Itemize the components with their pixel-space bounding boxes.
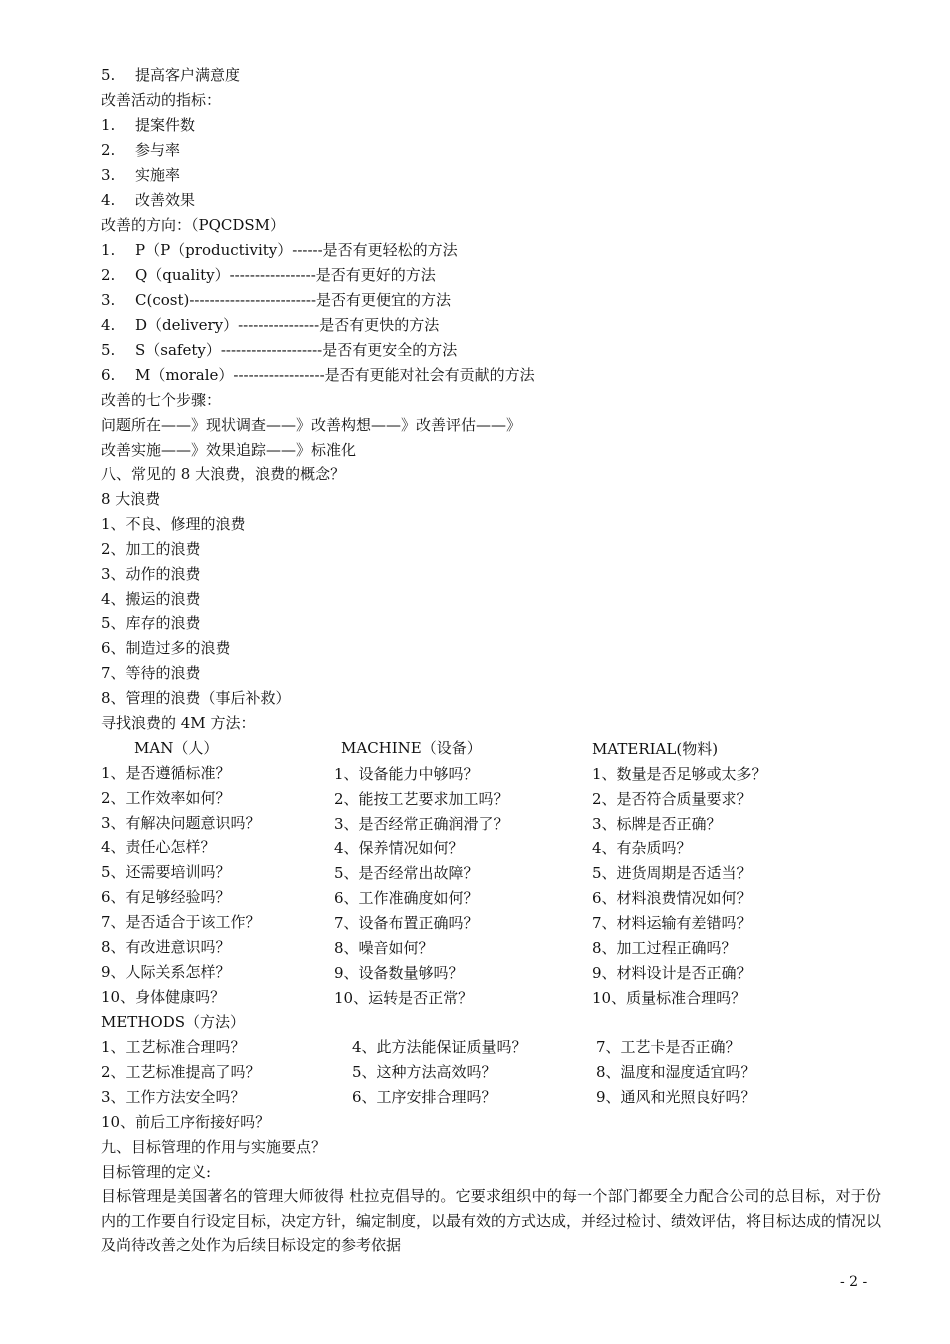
list-item: 3. C(cost)-------------------------是否有更便宜的方法 <box>101 291 452 309</box>
material-item: 7、材料运输有差错吗？ <box>592 914 752 932</box>
list-item: 1. 提案件数 <box>101 116 196 134</box>
material-item: 2、是否符合质量要求？ <box>592 790 752 808</box>
list-item: 5、库存的浪费 <box>101 614 201 632</box>
list-item: 2、加工的浪费 <box>101 540 201 558</box>
methods-item: 6、工序安排合理吗？ <box>352 1088 497 1106</box>
man-item: 1、是否遵循标准？ <box>101 764 231 782</box>
man-header: MAN（人） <box>134 739 219 757</box>
list-item: 2. 参与率 <box>101 141 181 159</box>
subheading: 8 大浪费 <box>101 490 161 508</box>
material-item: 4、有杂质吗？ <box>592 839 692 857</box>
material-item: 6、材料浪费情况如何？ <box>592 889 752 907</box>
machine-item: 6、工作准确度如何？ <box>334 889 479 907</box>
list-item: 4、搬运的浪费 <box>101 590 201 608</box>
methods-item: 10、前后工序衔接好吗？ <box>101 1113 271 1131</box>
man-item: 10、身体健康吗？ <box>101 988 226 1006</box>
methods-item: 8、温度和湿度适宜吗？ <box>596 1063 756 1081</box>
man-item: 9、人际关系怎样？ <box>101 963 231 981</box>
subheading: 目标管理的定义: <box>101 1163 212 1181</box>
machine-item: 10、运转是否正常？ <box>334 989 474 1007</box>
list-item: 5. S（safety）--------------------是否有更安全的方法 <box>101 341 458 359</box>
steps-text: 改善实施——》效果追踪——》标准化 <box>101 441 357 459</box>
section-heading: 改善的七个步骤： <box>101 391 222 409</box>
mbo-paragraph: 目标管理是美国著名的管理大师彼得 杜拉克倡导的。它要求组织中的每一个部门都要全力配合公司的总目标，对于份内的工作要自行设定目标，决定方针，编定制度，以最有效的方式达成，并经过检讨、绩效评估，将目标达成的情况以及尚待改善之处作为后续目标设定的参考依据 <box>101 1187 882 1254</box>
man-item: 3、有解决问题意识吗？ <box>101 814 261 832</box>
section-heading: 改善的方向：（PQCDSM） <box>101 216 286 234</box>
section-heading: 九、目标管理的作用与实施要点？ <box>101 1138 327 1156</box>
man-item: 8、有改进意识吗？ <box>101 938 231 956</box>
list-item: 8、管理的浪费（事后补救） <box>101 689 291 707</box>
man-item: 2、工作效率如何？ <box>101 789 231 807</box>
machine-item: 8、噪音如何？ <box>334 939 434 957</box>
list-item: 3、动作的浪费 <box>101 565 201 583</box>
material-item: 1、数量是否足够或太多？ <box>592 765 767 783</box>
list-item: 4. 改善效果 <box>101 191 196 209</box>
man-item: 7、是否适合于该工作？ <box>101 913 261 931</box>
methods-header: METHODS（方法） <box>101 1013 245 1031</box>
machine-item: 9、设备数量够吗？ <box>334 964 464 982</box>
machine-header: MACHINE（设备） <box>341 739 482 757</box>
section-heading: 八、常见的 8 大浪费，浪费的概念？ <box>101 465 346 483</box>
page-number: - 2 - <box>840 1274 868 1290</box>
man-item: 5、还需要培训吗？ <box>101 863 231 881</box>
methods-item: 4、此方法能保证质量吗？ <box>352 1038 527 1056</box>
list-item: 3. 实施率 <box>101 166 181 184</box>
methods-item: 2、工艺标准提高了吗？ <box>101 1063 261 1081</box>
methods-item: 7、工艺卡是否正确？ <box>596 1038 741 1056</box>
list-item: 6. M（morale）------------------是否有更能对社会有贡献的方法 <box>101 366 535 384</box>
machine-item: 2、能按工艺要求加工吗？ <box>334 790 509 808</box>
list-item: 7、等待的浪费 <box>101 664 201 682</box>
methods-item: 9、通风和光照良好吗？ <box>596 1088 756 1106</box>
machine-item: 7、设备布置正确吗？ <box>334 914 479 932</box>
man-item: 4、责任心怎样？ <box>101 838 216 856</box>
list-item: 6、制造过多的浪费 <box>101 639 231 657</box>
material-item: 5、进货周期是否适当？ <box>592 864 752 882</box>
man-item: 6、有足够经验吗？ <box>101 888 231 906</box>
list-item: 1、不良、修理的浪费 <box>101 515 246 533</box>
steps-text: 问题所在——》现状调查——》改善构想——》改善评估——》 <box>101 416 522 434</box>
machine-item: 4、保养情况如何？ <box>334 839 464 857</box>
material-header: MATERIAL(物料) <box>592 740 719 758</box>
section-heading: 寻找浪费的 4M 方法： <box>101 714 256 732</box>
list-item: 5. 提高客户满意度 <box>101 66 241 84</box>
material-item: 8、加工过程正确吗？ <box>592 939 737 957</box>
methods-item: 5、这种方法高效吗？ <box>352 1063 497 1081</box>
section-heading: 改善活动的指标： <box>101 91 222 109</box>
material-item: 9、材料设计是否正确？ <box>592 964 752 982</box>
machine-item: 1、设备能力中够吗？ <box>334 765 479 783</box>
list-item: 2. Q（quality）-----------------是否有更好的方法 <box>101 266 436 284</box>
machine-item: 5、是否经常出故障？ <box>334 864 479 882</box>
methods-item: 1、工艺标准合理吗？ <box>101 1038 246 1056</box>
list-item: 4. D（delivery）----------------是否有更快的方法 <box>101 316 440 334</box>
material-item: 3、标牌是否正确？ <box>592 815 722 833</box>
material-item: 10、质量标准合理吗？ <box>592 989 747 1007</box>
methods-item: 3、工作方法安全吗？ <box>101 1088 246 1106</box>
machine-item: 3、是否经常正确润滑了？ <box>334 815 509 833</box>
list-item: 1. P（P（productivity）------是否有更轻松的方法 <box>101 241 458 259</box>
